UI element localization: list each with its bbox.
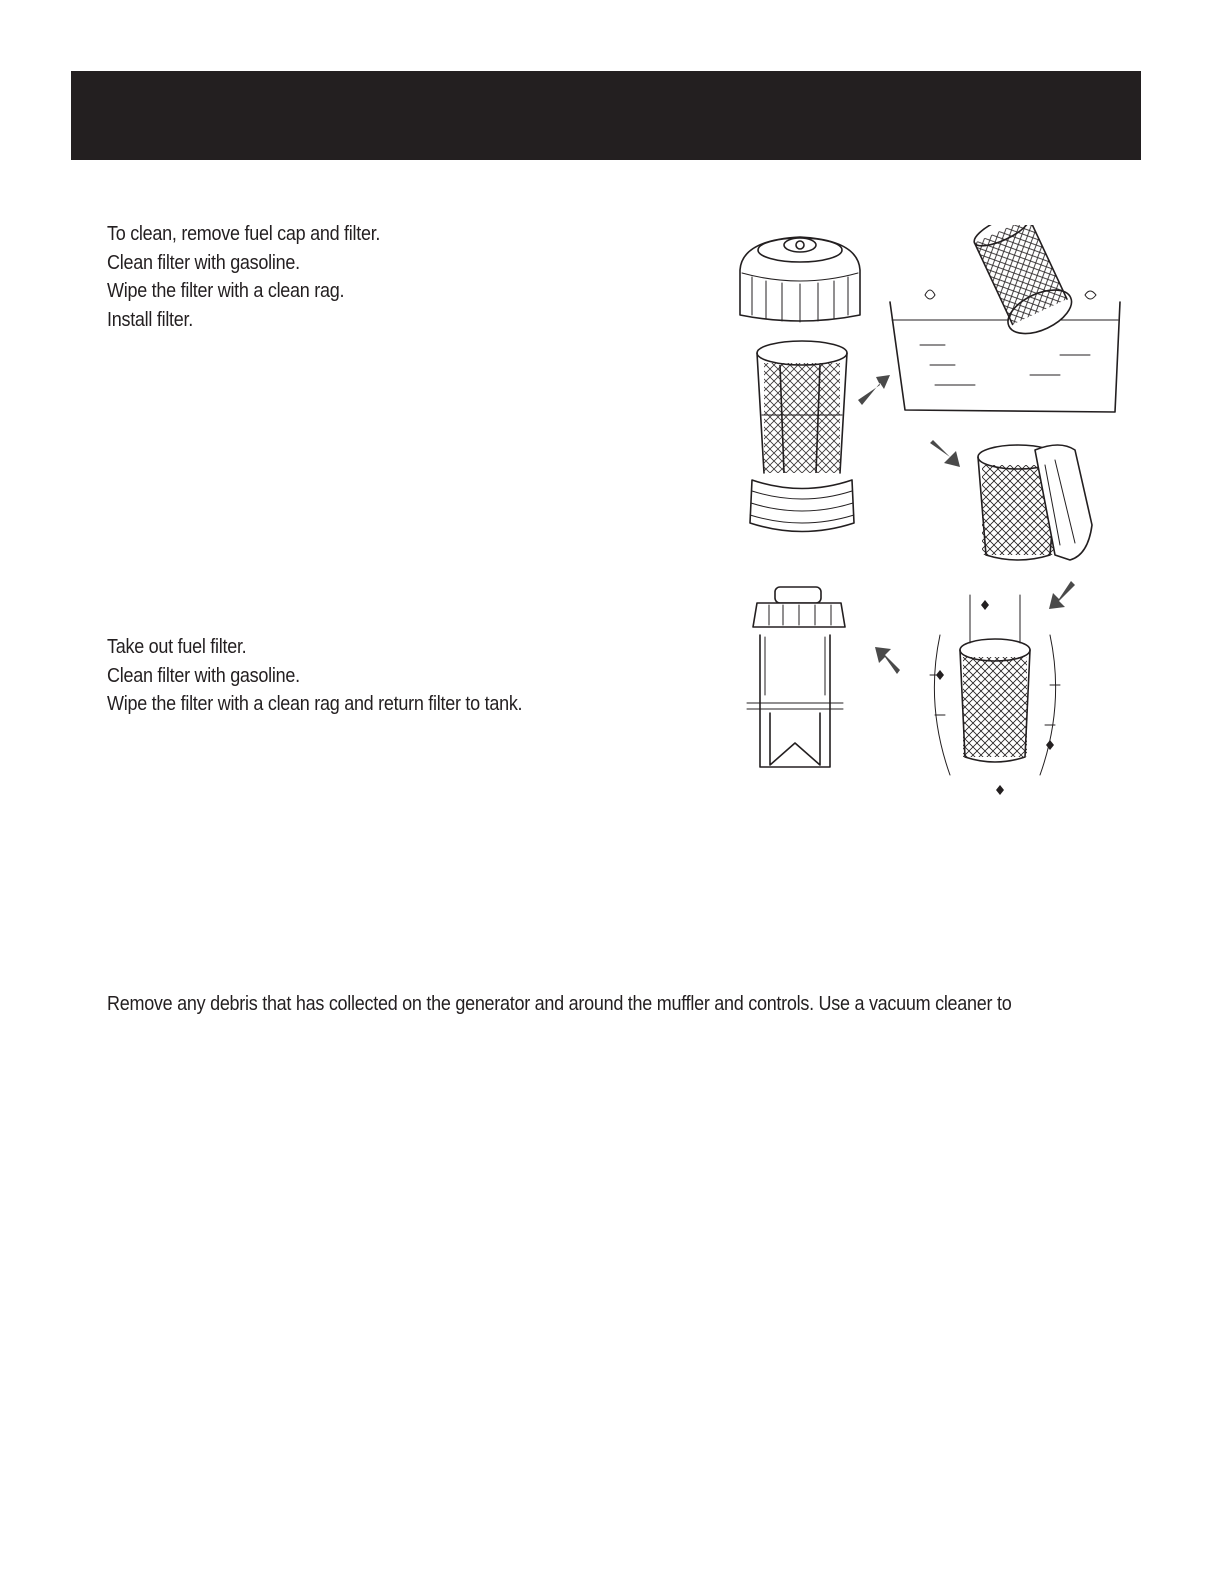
fuel-filter-icon bbox=[750, 341, 854, 532]
instruction-line: Clean filter with gasoline. bbox=[107, 251, 300, 274]
cleaning-text: Remove any debris that has collected on the generator and around the muffler and controls. Use a vacuum cleaner to bbox=[107, 993, 1012, 1015]
instruction-line: Wipe the filter with a clean rag and return filter to tank. bbox=[107, 693, 523, 715]
arrow-icon bbox=[875, 647, 900, 674]
clean-filter-icon bbox=[930, 595, 1060, 795]
fuel-tank-filter-cleaning-illustration bbox=[745, 575, 1085, 810]
fuel-tank-neck-icon bbox=[747, 587, 845, 767]
instruction-line: To clean, remove fuel cap and filter. bbox=[107, 223, 381, 245]
fuel-cap-icon bbox=[740, 237, 860, 322]
section-header-bar bbox=[71, 71, 1141, 160]
fuel-cap-filter-instructions bbox=[107, 220, 380, 334]
instruction-line: Clean filter with gasoline. bbox=[107, 664, 300, 687]
fuel-tank-filter-instructions bbox=[107, 633, 522, 719]
instruction-line: Wipe the filter with a clean rag. bbox=[107, 280, 345, 302]
arrow-icon bbox=[1049, 581, 1075, 609]
arrow-icon bbox=[930, 440, 960, 467]
filter-with-rag-icon bbox=[978, 445, 1092, 560]
instruction-line: Take out fuel filter. bbox=[107, 636, 247, 658]
fuel-cap-filter-cleaning-illustration bbox=[730, 225, 1140, 580]
arrow-icon bbox=[858, 375, 890, 405]
cleaning-instructions bbox=[107, 990, 1011, 1019]
instruction-line: Install filter. bbox=[107, 308, 193, 331]
gasoline-basin-icon bbox=[890, 225, 1120, 412]
